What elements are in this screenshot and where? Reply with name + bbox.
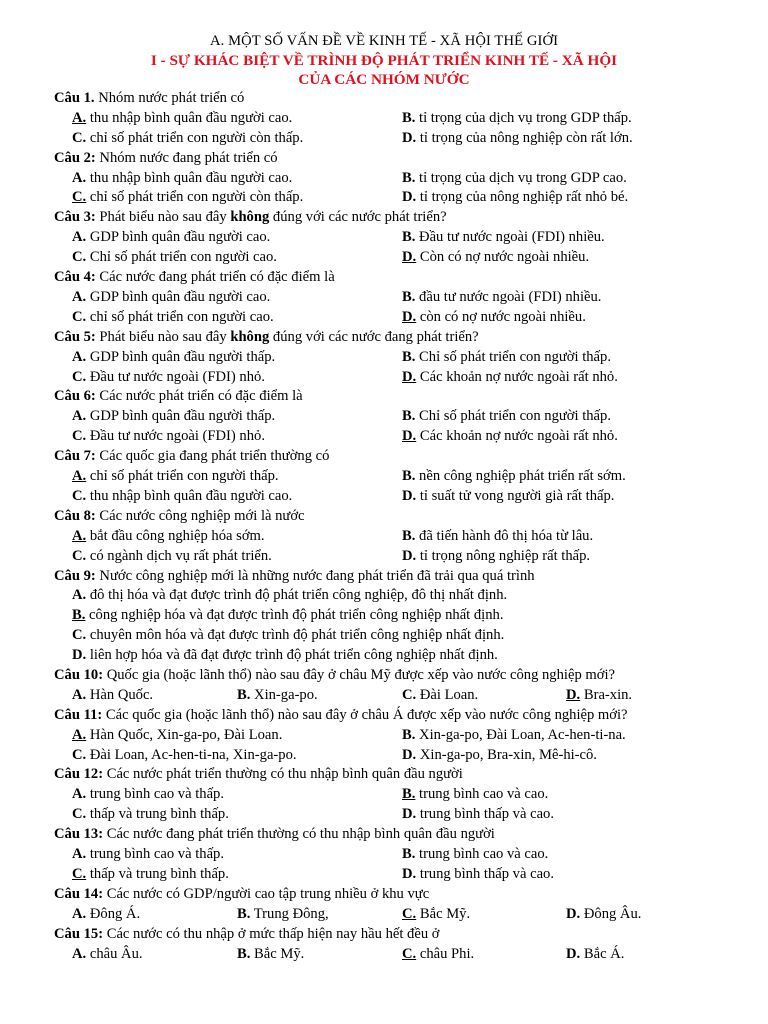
option-text: trung bình cao và thấp. xyxy=(86,786,224,803)
option-letter: D. xyxy=(566,905,581,922)
option-row xyxy=(72,368,768,388)
question-stem xyxy=(54,387,768,407)
option-row xyxy=(72,248,768,268)
answer-option-c xyxy=(72,188,303,208)
answer-option-d xyxy=(402,188,628,208)
option-letter: C. xyxy=(72,627,87,644)
option-letter: C. xyxy=(72,428,87,445)
question-text: Nhóm nước phát triển có xyxy=(94,90,245,106)
answer-option-d xyxy=(402,746,597,766)
question-text: Các nước có thu nhập ở mức thấp hiện nay hầu hết đều ở xyxy=(103,925,440,942)
question-number: Câu 8: xyxy=(54,507,96,524)
question-text: đúng với các nước đang phát triển? xyxy=(269,328,479,345)
answer-options xyxy=(54,288,768,328)
option-text: trung bình cao và thấp. xyxy=(86,846,224,863)
answer-option-c xyxy=(72,487,292,507)
option-text: Đài Loan, Ac-hen-ti-na, Xin-ga-po. xyxy=(86,746,297,763)
option-letter: A. xyxy=(72,288,87,305)
question-2 xyxy=(54,149,768,209)
option-letter: A. xyxy=(72,686,87,703)
option-letter: A. xyxy=(72,587,87,604)
option-row xyxy=(72,865,768,885)
option-row xyxy=(72,527,768,547)
option-letter: C. xyxy=(72,547,87,564)
answer-options xyxy=(54,109,768,149)
question-12 xyxy=(54,765,768,825)
answer-options xyxy=(54,845,768,885)
option-letter: B. xyxy=(402,288,416,305)
option-letter: B. xyxy=(402,229,416,246)
option-letter: D. xyxy=(402,368,417,385)
option-letter: A. xyxy=(72,905,87,922)
answer-options xyxy=(54,785,768,825)
option-row xyxy=(72,467,768,487)
answer-option-b xyxy=(402,407,611,427)
option-letter: A. xyxy=(72,468,87,485)
option-text: chỉ số phát triển con người thấp. xyxy=(86,468,279,485)
option-text: Hàn Quốc. xyxy=(86,686,154,703)
question-4 xyxy=(54,268,768,328)
answer-option-d xyxy=(402,805,554,825)
question-stem xyxy=(54,89,768,109)
option-row xyxy=(72,646,768,666)
option-letter: C. xyxy=(72,249,87,266)
answer-option-b xyxy=(72,607,503,623)
option-row xyxy=(72,228,768,248)
answer-option-c xyxy=(72,368,265,388)
option-letter: A. xyxy=(72,348,87,365)
option-letter: A. xyxy=(72,726,87,743)
question-1 xyxy=(54,89,768,149)
option-row xyxy=(72,746,768,766)
lesson-title: I - SỰ KHÁC BIỆT VỀ TRÌNH ĐỘ PHÁT TRIỂN KINH TẾ - XÃ HỘI xyxy=(150,52,618,69)
question-text: Các nước phát triển có đặc điểm là xyxy=(95,388,303,405)
option-text: Chỉ số phát triển con người thấp. xyxy=(415,348,611,365)
option-letter: C. xyxy=(72,308,87,325)
answer-option-d xyxy=(72,647,498,663)
option-text: tỉ trọng của nông nghiệp rất nhỏ bé. xyxy=(416,189,629,206)
option-text: Đầu tư nước ngoài (FDI) nhiều. xyxy=(415,229,605,246)
option-text: Bắc Á. xyxy=(580,945,625,962)
option-row xyxy=(72,487,768,507)
answer-option-b xyxy=(402,726,626,746)
question-stem xyxy=(54,328,768,348)
question-stem xyxy=(54,925,768,945)
answer-option-b xyxy=(402,845,548,865)
option-letter: D. xyxy=(402,249,417,266)
question-text: đúng với các nước phát triển? xyxy=(269,209,447,226)
option-text: Các khoản nợ nước ngoài rất nhỏ. xyxy=(416,368,618,385)
answer-option-d xyxy=(402,368,618,388)
question-number: Câu 13: xyxy=(54,826,104,843)
option-letter: C. xyxy=(402,686,417,703)
option-letter: B. xyxy=(402,846,416,863)
option-text: Hàn Quốc, Xin-ga-po, Đài Loan. xyxy=(86,726,283,743)
option-text: Bra-xin. xyxy=(580,686,633,703)
option-text: tỉ trọng nông nghiệp rất thấp. xyxy=(416,547,591,564)
option-text: chỉ số phát triển con người còn thấp. xyxy=(86,189,304,206)
option-text: bắt đầu công nghiệp hóa sớm. xyxy=(86,527,265,544)
answer-option-a xyxy=(72,686,153,706)
option-letter: D. xyxy=(566,945,581,962)
question-text: Nhóm nước đang phát triển có xyxy=(95,149,278,166)
option-text: Chỉ số phát triển con người cao. xyxy=(86,249,277,266)
answer-option-d xyxy=(566,945,624,965)
option-text: GDP bình quân đầu người thấp. xyxy=(86,348,276,365)
option-letter: D. xyxy=(402,308,417,325)
answer-option-a xyxy=(72,467,279,487)
option-row xyxy=(72,606,768,626)
option-text: Bắc Mỹ. xyxy=(250,945,305,962)
answer-options xyxy=(54,726,768,766)
answer-option-a xyxy=(72,109,292,129)
option-text: GDP bình quân đầu người thấp. xyxy=(86,408,276,425)
question-number: Câu 11: xyxy=(54,706,103,723)
answer-option-c xyxy=(72,865,229,885)
question-10 xyxy=(54,666,768,706)
option-row xyxy=(72,586,768,606)
question-text: Phát biểu nào sau đây xyxy=(95,328,231,345)
question-9 xyxy=(54,567,768,666)
question-text: Các nước đang phát triển có đặc điểm là xyxy=(95,269,335,286)
question-6 xyxy=(54,387,768,447)
question-text: Quốc gia (hoặc lãnh thổ) nào sau đây ở châu Mỹ được xếp vào nước công nghiệp mới? xyxy=(103,666,615,683)
option-letter: B. xyxy=(402,786,416,803)
answer-option-a xyxy=(72,785,224,805)
option-letter: C. xyxy=(72,368,87,385)
option-text: chuyên môn hóa và đạt được trình độ phát triển công nghiệp nhất định. xyxy=(86,627,505,644)
answer-option-a xyxy=(72,288,270,308)
question-number: Câu 2: xyxy=(54,149,96,166)
answer-option-d xyxy=(402,308,586,328)
option-text: Chỉ số phát triển con người thấp. xyxy=(415,408,611,425)
answer-option-a xyxy=(72,348,275,368)
answer-option-b xyxy=(402,785,548,805)
question-stem xyxy=(54,208,768,228)
option-letter: A. xyxy=(72,169,87,186)
answer-option-a xyxy=(72,587,507,603)
question-number: Câu 15: xyxy=(54,925,104,942)
question-number: Câu 1. xyxy=(54,90,95,106)
option-text: Xin-ga-po, Đài Loan, Ac-hen-ti-na. xyxy=(415,726,626,743)
option-letter: B. xyxy=(402,468,416,485)
answer-option-c xyxy=(72,427,265,447)
option-letter: D. xyxy=(566,686,581,703)
option-text: thu nhập bình quân đầu người cao. xyxy=(86,109,293,126)
question-text: Nước công nghiệp mới là những nước đang phát triển đã trải qua quá trình xyxy=(95,567,535,584)
question-text: Các nước có GDP/người cao tập trung nhiều ở khu vực xyxy=(103,885,430,902)
answer-options xyxy=(54,527,768,567)
option-row xyxy=(72,905,768,925)
option-letter: A. xyxy=(72,846,87,863)
option-text: Còn có nợ nước ngoài nhiều. xyxy=(416,249,590,266)
answer-option-d xyxy=(402,547,590,567)
question-text: Phát biểu nào sau đây xyxy=(95,209,231,226)
option-text: chỉ số phát triển con người còn thấp. xyxy=(86,129,304,146)
option-row xyxy=(72,945,768,965)
answer-option-c xyxy=(72,308,274,328)
option-letter: A. xyxy=(72,945,87,962)
option-text: nền công nghiệp phát triển rất sớm. xyxy=(415,468,626,485)
answer-option-c xyxy=(72,129,303,149)
answer-options xyxy=(54,686,768,706)
option-letter: A. xyxy=(72,408,87,425)
option-row xyxy=(72,188,768,208)
option-letter: D. xyxy=(402,129,417,146)
option-letter: C. xyxy=(72,189,87,206)
answer-option-c xyxy=(72,627,504,643)
option-letter: B. xyxy=(402,726,416,743)
option-text: đầu tư nước ngoài (FDI) nhiều. xyxy=(415,288,602,305)
answer-option-b xyxy=(402,109,632,129)
option-letter: B. xyxy=(237,686,251,703)
answer-option-a xyxy=(72,407,275,427)
option-text: Đông Âu. xyxy=(580,905,642,922)
option-text: Bắc Mỹ. xyxy=(416,905,471,922)
answer-option-c xyxy=(72,746,297,766)
answer-option-a xyxy=(72,726,282,746)
answer-option-b xyxy=(402,169,627,189)
question-stem xyxy=(54,149,768,169)
answer-option-c xyxy=(72,248,277,268)
question-stem xyxy=(54,825,768,845)
option-text: GDP bình quân đầu người cao. xyxy=(86,288,271,305)
question-number: Câu 5: xyxy=(54,328,96,345)
answer-option-d xyxy=(402,487,614,507)
question-emphasis: không xyxy=(230,209,270,226)
question-stem xyxy=(54,706,768,726)
answer-option-b xyxy=(402,348,611,368)
question-number: Câu 9: xyxy=(54,567,96,584)
answer-option-c xyxy=(72,805,229,825)
answer-option-d xyxy=(402,248,589,268)
option-row xyxy=(72,308,768,328)
option-letter: A. xyxy=(72,786,87,803)
option-row xyxy=(72,169,768,189)
question-emphasis: không xyxy=(230,328,270,345)
answer-option-b xyxy=(402,527,593,547)
answer-option-b xyxy=(402,288,601,308)
option-letter: C. xyxy=(402,905,417,922)
option-text: tỉ trọng của dịch vụ trong GDP cao. xyxy=(415,169,627,186)
option-text: liên hợp hóa và đã đạt được trình độ phát triển công nghiệp nhất định. xyxy=(86,647,498,664)
section-title: A. MỘT SỐ VẤN ĐỀ VỀ KINH TẾ - XÃ HỘI THẾ GIỚI xyxy=(209,33,559,49)
answer-option-b xyxy=(237,945,304,965)
answer-options xyxy=(54,348,768,388)
option-row xyxy=(72,547,768,567)
question-number: Câu 14: xyxy=(54,885,104,902)
answer-option-d xyxy=(402,865,554,885)
option-text: chỉ số phát triển con người cao. xyxy=(86,308,274,325)
answer-option-d xyxy=(402,427,618,447)
answer-option-a xyxy=(72,527,265,547)
option-text: GDP bình quân đầu người cao. xyxy=(86,229,271,246)
option-letter: C. xyxy=(72,746,87,763)
answer-option-d xyxy=(566,905,641,925)
question-number: Câu 4: xyxy=(54,269,96,286)
question-text: Các quốc gia đang phát triển thường có xyxy=(95,448,330,465)
answer-option-b xyxy=(402,467,626,487)
option-row xyxy=(72,726,768,746)
question-text: Các quốc gia (hoặc lãnh thổ) nào sau đây ở châu Á được xếp vào nước công nghiệp mới? xyxy=(102,706,628,723)
option-text: có ngành dịch vụ rất phát triển. xyxy=(86,547,272,564)
question-8 xyxy=(54,507,768,567)
answer-options xyxy=(54,945,768,965)
option-text: tỉ trọng của nông nghiệp còn rất lớn. xyxy=(416,129,633,146)
answer-option-a xyxy=(72,169,292,189)
option-letter: D. xyxy=(402,865,417,882)
option-text: trung bình cao và cao. xyxy=(415,846,549,863)
option-letter: C. xyxy=(72,865,87,882)
option-letter: B. xyxy=(402,527,416,544)
option-row xyxy=(72,109,768,129)
answer-option-b xyxy=(402,228,605,248)
option-text: trung bình cao và cao. xyxy=(415,786,549,803)
document-header xyxy=(0,0,768,89)
answer-option-c xyxy=(402,686,478,706)
option-row xyxy=(72,427,768,447)
question-number: Câu 6: xyxy=(54,388,96,405)
option-text: còn có nợ nước ngoài nhiều. xyxy=(416,308,586,325)
option-text: châu Âu. xyxy=(86,945,143,962)
option-text: đô thị hóa và đạt được trình độ phát triển công nghiệp, đô thị nhất định. xyxy=(86,587,508,604)
answer-options xyxy=(54,407,768,447)
option-letter: A. xyxy=(72,527,87,544)
option-row xyxy=(72,626,768,646)
option-text: tỉ suất tử vong người già rất thấp. xyxy=(416,487,615,504)
question-7 xyxy=(54,447,768,507)
answer-option-a xyxy=(72,945,143,965)
option-letter: D. xyxy=(72,647,87,664)
option-letter: D. xyxy=(402,428,417,445)
answer-options xyxy=(54,905,768,925)
option-letter: B. xyxy=(402,408,416,425)
option-text: Xin-ga-po, Bra-xin, Mê-hi-cô. xyxy=(416,746,597,763)
lesson-subtitle: CỦA CÁC NHÓM NƯỚC xyxy=(298,71,470,88)
option-row xyxy=(72,845,768,865)
answer-option-a xyxy=(72,905,140,925)
question-stem xyxy=(54,666,768,686)
question-stem xyxy=(54,268,768,288)
option-letter: D. xyxy=(402,487,417,504)
option-letter: D. xyxy=(402,746,417,763)
question-number: Câu 7: xyxy=(54,448,96,465)
option-letter: A. xyxy=(72,109,87,126)
question-14 xyxy=(54,885,768,925)
answer-option-a xyxy=(72,228,270,248)
option-row xyxy=(72,686,768,706)
option-text: Xin-ga-po. xyxy=(250,686,318,703)
option-letter: B. xyxy=(237,905,251,922)
option-letter: C. xyxy=(72,129,87,146)
question-15 xyxy=(54,925,768,965)
option-letter: B. xyxy=(402,348,416,365)
option-letter: B. xyxy=(402,169,416,186)
question-13 xyxy=(54,825,768,885)
question-stem xyxy=(54,507,768,527)
option-letter: D. xyxy=(402,189,417,206)
answer-option-d xyxy=(402,129,633,149)
answer-option-c xyxy=(402,945,474,965)
answer-option-b xyxy=(237,905,329,925)
option-letter: D. xyxy=(402,547,417,564)
option-text: Trung Đông, xyxy=(250,905,329,922)
option-text: tỉ trọng của dịch vụ trong GDP thấp. xyxy=(415,109,632,126)
option-text: Đầu tư nước ngoài (FDI) nhỏ. xyxy=(86,428,265,445)
option-text: châu Phi. xyxy=(416,945,475,962)
answer-option-c xyxy=(72,547,272,567)
question-stem xyxy=(54,447,768,467)
option-text: trung bình thấp và cao. xyxy=(416,865,554,882)
answer-option-c xyxy=(402,905,470,925)
answer-options xyxy=(54,228,768,268)
option-text: Các khoản nợ nước ngoài rất nhỏ. xyxy=(416,428,618,445)
question-number: Câu 10: xyxy=(54,666,104,683)
option-letter: D. xyxy=(402,806,417,823)
option-letter: C. xyxy=(402,945,417,962)
option-text: Đầu tư nước ngoài (FDI) nhỏ. xyxy=(86,368,265,385)
question-list xyxy=(0,89,768,964)
option-row xyxy=(72,288,768,308)
answer-option-b xyxy=(237,686,318,706)
question-number: Câu 3: xyxy=(54,209,96,226)
option-letter: C. xyxy=(72,487,87,504)
option-text: thu nhập bình quân đầu người cao. xyxy=(86,169,293,186)
option-row xyxy=(72,785,768,805)
answer-options xyxy=(54,169,768,209)
option-letter: B. xyxy=(402,109,416,126)
option-text: trung bình thấp và cao. xyxy=(416,806,554,823)
answer-options xyxy=(54,586,768,666)
answer-option-d xyxy=(566,686,632,706)
option-text: thấp và trung bình thấp. xyxy=(86,806,229,823)
answer-option-a xyxy=(72,845,224,865)
question-stem xyxy=(54,765,768,785)
option-text: Đài Loan. xyxy=(416,686,479,703)
option-letter: B. xyxy=(237,945,251,962)
option-letter: B. xyxy=(72,607,86,624)
question-11 xyxy=(54,706,768,766)
question-5 xyxy=(54,328,768,388)
question-stem xyxy=(54,885,768,905)
question-number: Câu 12: xyxy=(54,766,104,783)
option-text: thu nhập bình quân đầu người cao. xyxy=(86,487,293,504)
option-text: công nghiệp hóa và đạt được trình độ phát triển công nghiệp nhất định. xyxy=(85,607,504,624)
option-row xyxy=(72,407,768,427)
option-letter: C. xyxy=(72,806,87,823)
question-text: Các nước công nghiệp mới là nước xyxy=(95,507,305,524)
question-3 xyxy=(54,208,768,268)
option-row xyxy=(72,348,768,368)
question-text: Các nước đang phát triển thường có thu nhập bình quân đầu người xyxy=(103,826,495,843)
option-letter: A. xyxy=(72,229,87,246)
option-text: Đông Á. xyxy=(86,905,141,922)
answer-options xyxy=(54,467,768,507)
question-stem xyxy=(54,567,768,587)
question-text: Các nước phát triển thường có thu nhập bình quân đầu người xyxy=(103,766,463,783)
option-row xyxy=(72,129,768,149)
option-text: thấp và trung bình thấp. xyxy=(86,865,229,882)
option-row xyxy=(72,805,768,825)
option-text: đã tiến hành đô thị hóa từ lâu. xyxy=(415,527,594,544)
